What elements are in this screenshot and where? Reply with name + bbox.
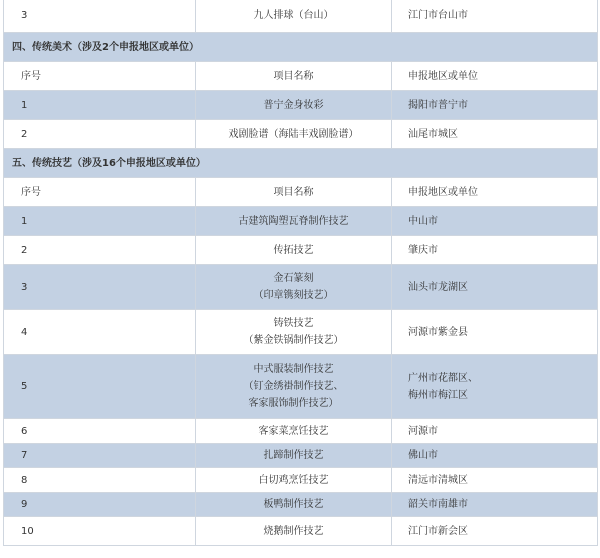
region-cell [392, 207, 598, 236]
region-cell [392, 493, 598, 517]
region-cell [392, 91, 598, 120]
row-number: 1 [4, 207, 196, 236]
table-row [4, 517, 598, 546]
project-name-cell [196, 207, 392, 236]
row-number: 10 [4, 517, 196, 546]
project-name-cell [196, 120, 392, 149]
project-name-cell [196, 517, 392, 546]
project-name-line: 戏剧脸谱（海陆丰戏剧脸谱） [228, 128, 359, 140]
project-name-cell [196, 419, 392, 444]
table-row [4, 355, 598, 419]
region-line: 汕头市龙湖区 [408, 281, 468, 293]
region-line: 广州市花都区、 [408, 372, 478, 384]
row-number: 2 [4, 120, 196, 149]
row-number: 1 [4, 91, 196, 120]
column-header-project-name [196, 62, 392, 91]
section-row [4, 149, 598, 178]
region-cell [392, 468, 598, 493]
region-line: 中山市 [408, 215, 438, 227]
column-header-region [392, 178, 598, 207]
project-name-line: 客家服饰制作技艺） [248, 398, 339, 409]
column-header-project-name [196, 178, 392, 207]
project-name-cell [196, 91, 392, 120]
column-header-region [392, 62, 598, 91]
project-name-line: 古建筑陶塑瓦脊制作技艺 [238, 215, 349, 227]
table-row [4, 419, 598, 444]
region-line: 梅州市梅江区 [408, 389, 468, 401]
project-name-line: 铸铁技艺 [273, 318, 314, 329]
project-name-cell [196, 444, 392, 468]
row-number: 4 [4, 310, 196, 355]
project-name-cell [196, 236, 392, 265]
row-number: 9 [4, 493, 196, 517]
row-number: 8 [4, 468, 196, 493]
project-name-cell [196, 493, 392, 517]
region-line: 申报地区或单位 [408, 186, 478, 198]
region-line: 汕尾市城区 [408, 128, 458, 140]
region-cell [392, 0, 598, 33]
region-line: 河源市紫金县 [408, 326, 468, 338]
table-row [4, 444, 598, 468]
project-name-cell [196, 265, 392, 310]
region-cell [392, 310, 598, 355]
table-header-row [4, 62, 598, 91]
section-title: 五、传统技艺（涉及16个申报地区或单位） [4, 149, 598, 178]
project-name-cell [196, 0, 392, 33]
project-name-line: （钉金绣褂制作技艺、 [243, 381, 344, 392]
section-title: 四、传统美术（涉及2个申报地区或单位） [4, 33, 598, 62]
table-row [4, 207, 598, 236]
project-name-cell [196, 355, 392, 419]
table-row [4, 91, 598, 120]
table-row [4, 265, 598, 310]
table-row [4, 310, 598, 355]
region-cell [392, 517, 598, 546]
project-name-line: 中式服装制作技艺 [253, 364, 334, 375]
row-number: 2 [4, 236, 196, 265]
project-name-line: 金石篆刻 [273, 273, 314, 284]
table-row [4, 468, 598, 493]
region-line: 揭阳市普宁市 [408, 99, 468, 111]
region-line: 河源市 [408, 425, 438, 437]
row-number: 3 [4, 0, 196, 33]
section-row [4, 33, 598, 62]
region-line: 韶关市南雄市 [408, 499, 468, 510]
region-line: 申报地区或单位 [408, 70, 478, 82]
project-name-line: 普宁金身妆彩 [263, 99, 324, 111]
region-line: 佛山市 [408, 450, 438, 461]
table-row [4, 0, 598, 33]
table-body [4, 0, 598, 546]
region-cell [392, 355, 598, 419]
project-name-line: 扎蹄制作技艺 [263, 450, 324, 461]
project-name-line: 传拓技艺 [273, 244, 314, 256]
row-number: 7 [4, 444, 196, 468]
project-name-cell [196, 468, 392, 493]
project-name-line: 九人排球（台山） [253, 10, 334, 21]
region-cell [392, 444, 598, 468]
row-number: 6 [4, 419, 196, 444]
project-name-line: 白切鸡烹饪技艺 [258, 474, 329, 486]
table-row [4, 493, 598, 517]
heritage-list-table [3, 0, 598, 546]
project-name-line: 项目名称 [273, 70, 314, 82]
region-line: 清远市清城区 [408, 474, 468, 486]
region-cell [392, 419, 598, 444]
region-cell [392, 120, 598, 149]
region-cell [392, 236, 598, 265]
region-line: 江门市新会区 [408, 525, 468, 537]
region-line: 肇庆市 [408, 244, 438, 256]
row-number: 5 [4, 355, 196, 419]
region-line: 江门市台山市 [408, 10, 468, 21]
project-name-line: 板鸭制作技艺 [263, 499, 324, 510]
project-name-line: 烧鹅制作技艺 [263, 525, 324, 537]
project-name-line: 客家菜烹饪技艺 [258, 425, 329, 437]
project-name-line: （印章镌刻技艺） [253, 290, 334, 301]
region-cell [392, 265, 598, 310]
table-header-row [4, 178, 598, 207]
column-header-number: 序号 [4, 62, 196, 91]
project-name-line: （紫金铁锅制作技艺） [243, 335, 344, 346]
project-name-line: 项目名称 [273, 186, 314, 198]
table-row [4, 120, 598, 149]
column-header-number: 序号 [4, 178, 196, 207]
table-row [4, 236, 598, 265]
project-name-cell [196, 310, 392, 355]
row-number: 3 [4, 265, 196, 310]
